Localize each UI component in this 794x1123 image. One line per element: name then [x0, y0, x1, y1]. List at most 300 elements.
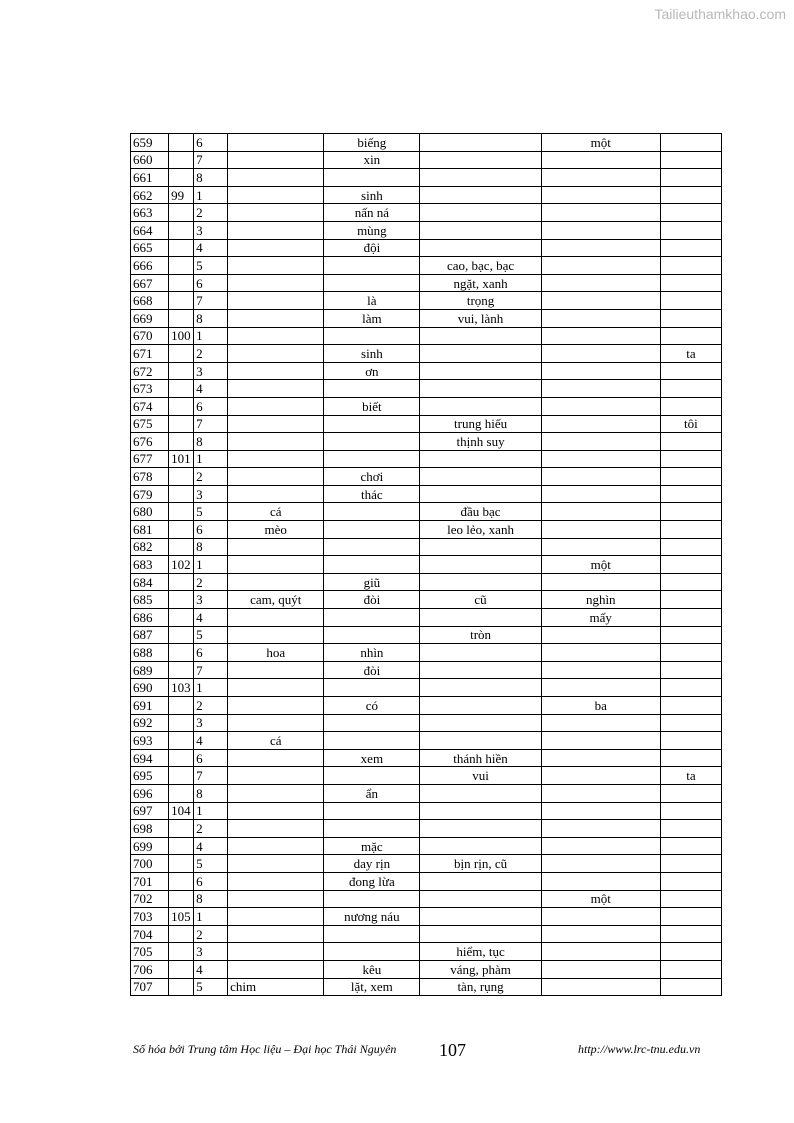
table-cell: 684 — [131, 573, 169, 591]
table-cell: biết — [324, 397, 420, 415]
table-cell: 659 — [131, 134, 169, 152]
table-cell — [228, 943, 324, 961]
table-cell — [169, 837, 194, 855]
table-cell: 5 — [194, 978, 228, 996]
table-cell: 699 — [131, 837, 169, 855]
table-cell: 5 — [194, 626, 228, 644]
table-cell: chim — [228, 978, 324, 996]
table-cell: 7 — [194, 661, 228, 679]
table-cell: chơi — [324, 468, 420, 486]
table-cell — [228, 274, 324, 292]
table-cell — [324, 626, 420, 644]
table-cell: biếng — [324, 134, 420, 152]
table-cell — [324, 169, 420, 187]
table-cell: 1 — [194, 450, 228, 468]
table-row — [131, 151, 722, 169]
table-cell — [169, 257, 194, 275]
table-row — [131, 591, 722, 609]
table-cell: tròn — [420, 626, 541, 644]
table-row — [131, 468, 722, 486]
watermark: Tailieuthamkhao.com — [654, 6, 786, 22]
table-body — [131, 134, 722, 996]
table-cell — [541, 274, 660, 292]
table-cell — [169, 274, 194, 292]
table-cell — [660, 732, 721, 750]
table-cell — [228, 609, 324, 627]
table-cell: vui — [420, 767, 541, 785]
table-cell: 694 — [131, 749, 169, 767]
table-cell — [169, 204, 194, 222]
table-cell: 7 — [194, 151, 228, 169]
table-cell: cá — [228, 503, 324, 521]
table-cell — [420, 485, 541, 503]
table-cell — [228, 239, 324, 257]
table-cell — [420, 538, 541, 556]
table-cell: 696 — [131, 784, 169, 802]
table-cell — [660, 573, 721, 591]
table-cell — [660, 749, 721, 767]
table-cell — [660, 503, 721, 521]
data-table — [130, 133, 722, 996]
table-cell — [420, 872, 541, 890]
table-cell: 4 — [194, 380, 228, 398]
table-cell — [169, 820, 194, 838]
table-row — [131, 890, 722, 908]
table-cell: 702 — [131, 890, 169, 908]
table-cell: 673 — [131, 380, 169, 398]
table-cell — [169, 380, 194, 398]
table-cell — [228, 433, 324, 451]
table-cell — [169, 749, 194, 767]
table-cell — [660, 257, 721, 275]
table-cell — [169, 661, 194, 679]
table-cell — [660, 274, 721, 292]
table-cell — [660, 644, 721, 662]
table-cell — [660, 433, 721, 451]
table-cell — [541, 925, 660, 943]
table-cell — [660, 978, 721, 996]
table-cell: 8 — [194, 784, 228, 802]
table-cell — [420, 345, 541, 363]
table-cell: 679 — [131, 485, 169, 503]
table-cell — [228, 292, 324, 310]
table-cell: 2 — [194, 820, 228, 838]
table-cell — [324, 732, 420, 750]
table-cell: mùng — [324, 221, 420, 239]
table-cell — [228, 697, 324, 715]
table-cell: một — [541, 134, 660, 152]
table-cell: 698 — [131, 820, 169, 838]
table-row — [131, 397, 722, 415]
table-cell — [660, 697, 721, 715]
table-cell — [660, 221, 721, 239]
table-cell — [420, 221, 541, 239]
table-row — [131, 485, 722, 503]
table-cell — [541, 978, 660, 996]
table-row — [131, 960, 722, 978]
table-cell — [541, 679, 660, 697]
table-cell: 693 — [131, 732, 169, 750]
table-cell — [228, 626, 324, 644]
table-row — [131, 837, 722, 855]
table-cell — [420, 169, 541, 187]
table-cell — [169, 697, 194, 715]
table-cell: 667 — [131, 274, 169, 292]
table-cell — [660, 908, 721, 926]
table-cell — [169, 151, 194, 169]
table-cell: váng, phàm — [420, 960, 541, 978]
table-cell — [541, 380, 660, 398]
table-cell — [541, 644, 660, 662]
table-row — [131, 609, 722, 627]
table-cell — [541, 450, 660, 468]
table-cell — [660, 151, 721, 169]
table-cell: làm — [324, 309, 420, 327]
table-cell — [420, 802, 541, 820]
table-cell: 6 — [194, 872, 228, 890]
table-cell — [660, 855, 721, 873]
table-cell: thánh hiền — [420, 749, 541, 767]
table-cell — [541, 872, 660, 890]
table-cell — [660, 626, 721, 644]
table-cell — [169, 345, 194, 363]
table-cell — [541, 714, 660, 732]
table-cell — [541, 327, 660, 345]
table-cell: 3 — [194, 362, 228, 380]
table-cell: 1 — [194, 327, 228, 345]
table-cell — [169, 960, 194, 978]
table-cell: 692 — [131, 714, 169, 732]
table-cell — [660, 485, 721, 503]
table-row — [131, 820, 722, 838]
table-row — [131, 573, 722, 591]
table-cell — [420, 468, 541, 486]
table-cell: ta — [660, 767, 721, 785]
table-cell — [324, 679, 420, 697]
table-cell — [541, 221, 660, 239]
table-cell — [541, 749, 660, 767]
table-cell — [169, 362, 194, 380]
table-cell — [420, 450, 541, 468]
table-cell — [660, 609, 721, 627]
table-cell: 1 — [194, 679, 228, 697]
table-cell: hiểm, tục — [420, 943, 541, 961]
table-cell — [169, 292, 194, 310]
table-cell: 1 — [194, 556, 228, 574]
table-cell — [420, 890, 541, 908]
table-cell — [660, 186, 721, 204]
table-row — [131, 169, 722, 187]
table-cell — [420, 556, 541, 574]
table-row — [131, 714, 722, 732]
table-cell: 2 — [194, 925, 228, 943]
table-cell: 706 — [131, 960, 169, 978]
table-cell — [228, 872, 324, 890]
table-cell: có — [324, 697, 420, 715]
table-cell: 682 — [131, 538, 169, 556]
table-cell — [541, 573, 660, 591]
table-cell — [541, 732, 660, 750]
table-cell — [169, 521, 194, 539]
table-row — [131, 309, 722, 327]
table-cell — [228, 186, 324, 204]
table-cell — [420, 239, 541, 257]
table-cell: 103 — [169, 679, 194, 697]
table-cell — [420, 397, 541, 415]
table-row — [131, 274, 722, 292]
table-row — [131, 221, 722, 239]
table-cell: giũ — [324, 573, 420, 591]
table-cell: 704 — [131, 925, 169, 943]
table-cell — [228, 820, 324, 838]
table-cell: 6 — [194, 274, 228, 292]
table-cell — [228, 573, 324, 591]
table-cell — [660, 784, 721, 802]
table-cell: 6 — [194, 749, 228, 767]
table-cell: cũ — [420, 591, 541, 609]
table-cell — [541, 784, 660, 802]
table-cell: day rịn — [324, 855, 420, 873]
table-cell — [660, 468, 721, 486]
table-cell — [541, 204, 660, 222]
table-cell — [228, 345, 324, 363]
table-row — [131, 767, 722, 785]
table-cell — [228, 169, 324, 187]
table-cell — [324, 415, 420, 433]
table-cell — [324, 767, 420, 785]
table-cell — [169, 943, 194, 961]
table-cell — [420, 609, 541, 627]
table-cell — [169, 925, 194, 943]
table-cell — [420, 362, 541, 380]
table-cell: 688 — [131, 644, 169, 662]
table-cell: 680 — [131, 503, 169, 521]
table-cell: đòi — [324, 661, 420, 679]
table-cell — [420, 820, 541, 838]
table-row — [131, 521, 722, 539]
table-cell — [420, 573, 541, 591]
table-cell: 99 — [169, 186, 194, 204]
table-cell: nấn ná — [324, 204, 420, 222]
table-cell: 101 — [169, 450, 194, 468]
table-cell — [541, 626, 660, 644]
table-cell — [228, 204, 324, 222]
table-cell: trung hiếu — [420, 415, 541, 433]
table-cell — [541, 943, 660, 961]
table-cell — [660, 134, 721, 152]
table-cell: 8 — [194, 309, 228, 327]
table-cell — [660, 204, 721, 222]
table-cell — [169, 415, 194, 433]
table-cell — [169, 433, 194, 451]
table-cell — [541, 661, 660, 679]
table-cell — [169, 609, 194, 627]
table-cell — [169, 890, 194, 908]
table-row — [131, 345, 722, 363]
table-cell — [541, 485, 660, 503]
table-row — [131, 134, 722, 152]
table-cell — [169, 732, 194, 750]
table-cell — [228, 890, 324, 908]
table-cell: 102 — [169, 556, 194, 574]
table-cell: 685 — [131, 591, 169, 609]
table-cell — [420, 134, 541, 152]
table-cell — [660, 661, 721, 679]
table-cell — [228, 538, 324, 556]
table-cell — [541, 468, 660, 486]
table-row — [131, 380, 722, 398]
table-cell — [420, 697, 541, 715]
table-cell — [541, 908, 660, 926]
table-cell: một — [541, 556, 660, 574]
table-cell: mấy — [541, 609, 660, 627]
table-cell — [420, 732, 541, 750]
table-cell: bịn rịn, cũ — [420, 855, 541, 873]
table-cell: nương náu — [324, 908, 420, 926]
footer-url[interactable]: http://www.lrc-tnu.edu.vn — [578, 1042, 701, 1056]
table-cell: 4 — [194, 732, 228, 750]
table-cell — [541, 960, 660, 978]
table-cell — [169, 855, 194, 873]
table-cell — [169, 485, 194, 503]
table-cell — [660, 820, 721, 838]
table-cell: 669 — [131, 309, 169, 327]
table-row — [131, 908, 722, 926]
table-cell: đội — [324, 239, 420, 257]
table-cell — [169, 573, 194, 591]
table-cell — [228, 767, 324, 785]
table-cell — [541, 362, 660, 380]
table-cell — [660, 925, 721, 943]
table-cell: thịnh suy — [420, 433, 541, 451]
table-cell: là — [324, 292, 420, 310]
table-cell — [228, 362, 324, 380]
table-cell: 3 — [194, 714, 228, 732]
table-cell — [324, 521, 420, 539]
table-cell — [660, 556, 721, 574]
table-row — [131, 186, 722, 204]
table-cell — [420, 327, 541, 345]
table-cell: 683 — [131, 556, 169, 574]
table-cell — [660, 327, 721, 345]
table-cell: 676 — [131, 433, 169, 451]
table-cell: 697 — [131, 802, 169, 820]
table-row — [131, 415, 722, 433]
table-cell — [169, 872, 194, 890]
table-cell: 678 — [131, 468, 169, 486]
table-cell: lặt, xem — [324, 978, 420, 996]
table-cell — [420, 714, 541, 732]
table-cell — [541, 820, 660, 838]
table-row — [131, 327, 722, 345]
table-cell: tôi — [660, 415, 721, 433]
table-cell: 665 — [131, 239, 169, 257]
table-cell: 666 — [131, 257, 169, 275]
table-cell: leo lẻo, xanh — [420, 521, 541, 539]
table-cell: 695 — [131, 767, 169, 785]
table-row — [131, 872, 722, 890]
table-cell — [324, 802, 420, 820]
table-cell: kêu — [324, 960, 420, 978]
table-cell — [660, 362, 721, 380]
table-cell — [228, 714, 324, 732]
table-cell: thác — [324, 485, 420, 503]
footer-source: Số hóa bởi Trung tâm Học liệu – Đại học Thái Nguyên — [133, 1042, 397, 1056]
table-cell — [228, 151, 324, 169]
table-cell — [541, 257, 660, 275]
table-cell: đòi — [324, 591, 420, 609]
table-cell: 5 — [194, 855, 228, 873]
table-cell — [541, 503, 660, 521]
table-cell: 701 — [131, 872, 169, 890]
table-row — [131, 943, 722, 961]
table-cell — [324, 380, 420, 398]
table-cell: 677 — [131, 450, 169, 468]
table-cell — [660, 521, 721, 539]
table-cell — [228, 468, 324, 486]
table-cell — [660, 380, 721, 398]
table-cell: 672 — [131, 362, 169, 380]
table-cell — [541, 802, 660, 820]
table-row — [131, 204, 722, 222]
table-cell — [541, 415, 660, 433]
table-cell: ơn — [324, 362, 420, 380]
table-cell — [660, 591, 721, 609]
table-cell — [541, 837, 660, 855]
table-cell — [420, 204, 541, 222]
table-cell — [169, 221, 194, 239]
table-cell — [324, 257, 420, 275]
table-cell: 690 — [131, 679, 169, 697]
table-cell — [420, 925, 541, 943]
table-cell: ba — [541, 697, 660, 715]
table-row — [131, 538, 722, 556]
table-cell — [228, 749, 324, 767]
table-cell: 1 — [194, 908, 228, 926]
table-cell: 662 — [131, 186, 169, 204]
table-cell — [541, 309, 660, 327]
table-cell — [324, 538, 420, 556]
table-cell: mặc — [324, 837, 420, 855]
table-cell — [228, 960, 324, 978]
table-cell: sinh — [324, 186, 420, 204]
table-cell: 668 — [131, 292, 169, 310]
table-cell: 675 — [131, 415, 169, 433]
table-cell: cam, quýt — [228, 591, 324, 609]
table-cell: 671 — [131, 345, 169, 363]
table-cell: đầu bạc — [420, 503, 541, 521]
table-cell: 100 — [169, 327, 194, 345]
table-cell — [169, 644, 194, 662]
table-cell: sinh — [324, 345, 420, 363]
table-cell — [228, 415, 324, 433]
table-cell — [660, 292, 721, 310]
table-cell: 1 — [194, 186, 228, 204]
table-cell: mèo — [228, 521, 324, 539]
table-cell — [228, 908, 324, 926]
table-cell — [541, 292, 660, 310]
table-row — [131, 503, 722, 521]
table-cell — [228, 134, 324, 152]
table-cell: 703 — [131, 908, 169, 926]
table-cell — [324, 714, 420, 732]
table-cell — [541, 433, 660, 451]
table-cell: 686 — [131, 609, 169, 627]
table-cell — [324, 450, 420, 468]
table-row — [131, 239, 722, 257]
table-cell: 687 — [131, 626, 169, 644]
table-cell: 6 — [194, 397, 228, 415]
